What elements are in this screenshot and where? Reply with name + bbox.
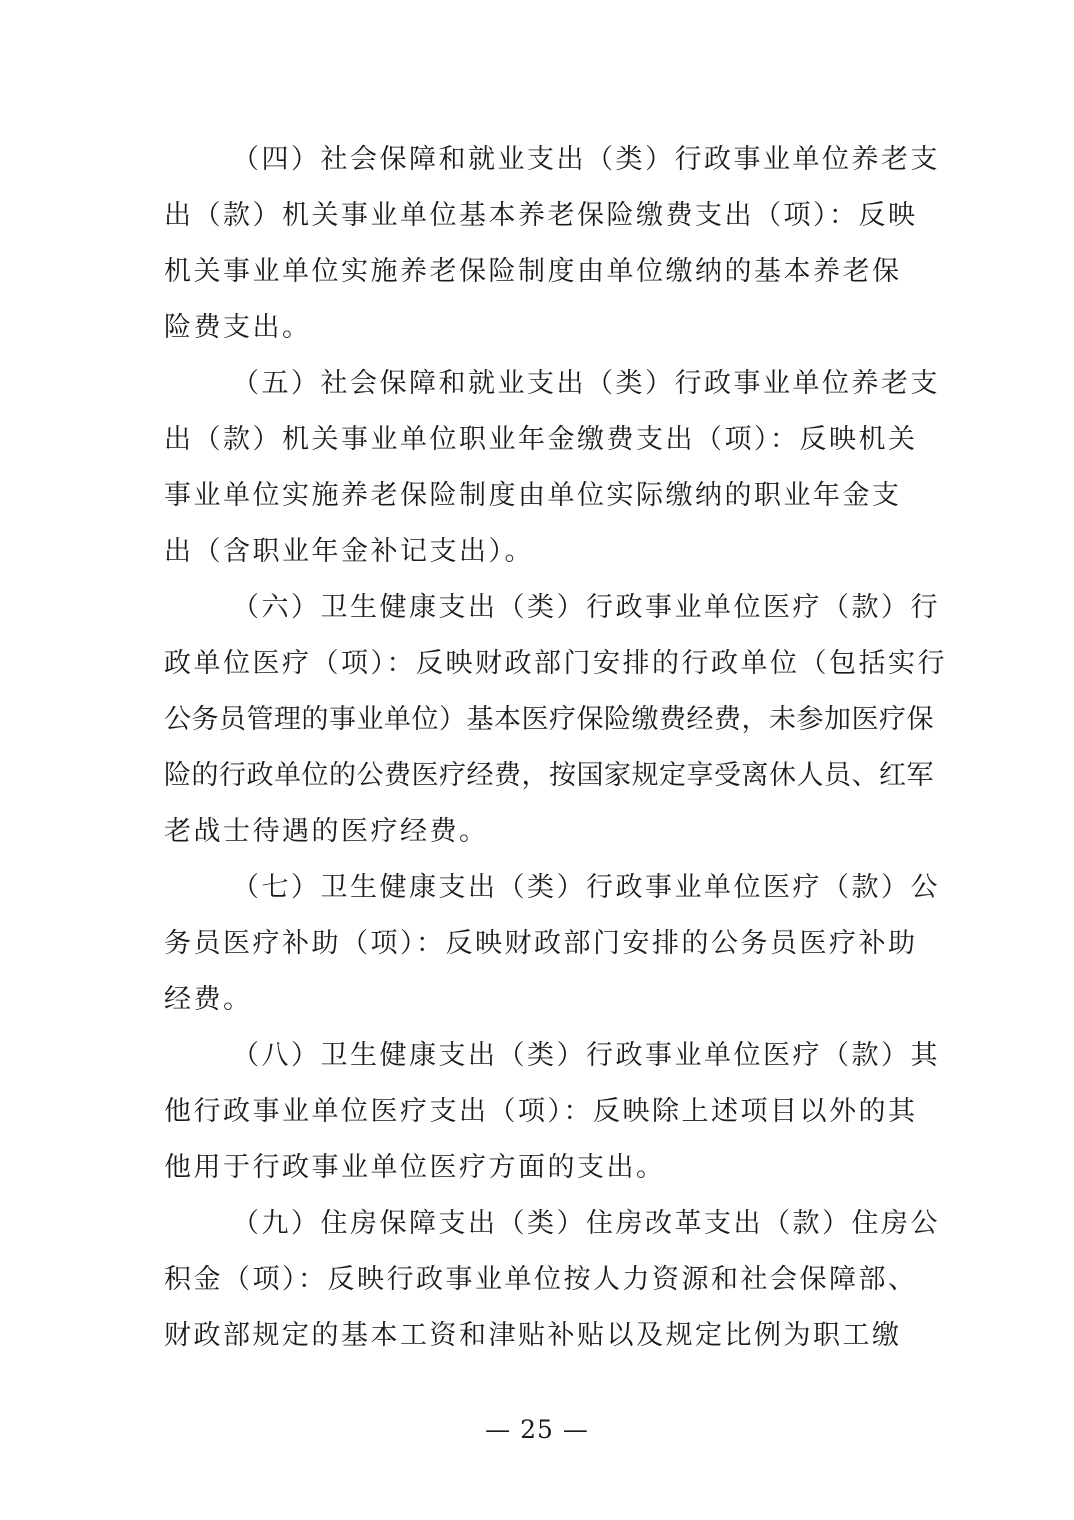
paragraph-6-line-2: 政单位医疗（项）：反映财政部门安排的行政单位（包括实行 [164,648,947,679]
paragraph-8-line-1: （八）卫生健康支出（类）行政事业单位医疗（款）其 [232,1040,940,1071]
paragraph-5-line-4: 出（含职业年金补记支出）。 [164,536,534,567]
paragraph-8-line-3: 他用于行政事业单位医疗方面的支出。 [164,1152,666,1183]
paragraph-7-line-3: 经费。 [164,984,253,1015]
paragraph-4-line-4: 险费支出。 [164,312,312,343]
paragraph-4-line-2: 出（款）机关事业单位基本养老保险缴费支出（项）：反映 [164,200,918,231]
page-number: — 25 — [485,1415,589,1444]
paragraph-9-line-2: 积金（项）：反映行政事业单位按人力资源和社会保障部、 [164,1264,918,1295]
paragraph-4-line-1: （四）社会保障和就业支出（类）行政事业单位养老支 [232,144,940,175]
paragraph-5-line-2: 出（款）机关事业单位职业年金缴费支出（项）：反映机关 [164,424,918,455]
paragraph-5-line-3: 事业单位实施养老保险制度由单位实际缴纳的职业年金支 [164,480,902,511]
paragraph-7-line-1: （七）卫生健康支出（类）行政事业单位医疗（款）公 [232,872,940,903]
paragraph-8-line-2: 他行政事业单位医疗支出（项）：反映除上述项目以外的其 [164,1096,918,1127]
paragraph-5-line-1: （五）社会保障和就业支出（类）行政事业单位养老支 [232,368,940,399]
paragraph-7-line-2: 务员医疗补助（项）：反映财政部门安排的公务员医疗补助 [164,928,918,959]
paragraph-6-line-4: 险的行政单位的公费医疗经费，按国家规定享受离休人员、红军 [164,760,934,791]
paragraph-6-line-3: 公务员管理的事业单位）基本医疗保险缴费经费，未参加医疗保 [164,704,934,735]
paragraph-6-line-5: 老战士待遇的医疗经费。 [164,816,489,847]
paragraph-4-line-3: 机关事业单位实施养老保险制度由单位缴纳的基本养老保 [164,256,902,287]
paragraph-9-line-1: （九）住房保障支出（类）住房改革支出（款）住房公 [232,1208,940,1239]
paragraph-6-line-1: （六）卫生健康支出（类）行政事业单位医疗（款）行 [232,592,940,623]
paragraph-9-line-3: 财政部规定的基本工资和津贴补贴以及规定比例为职工缴 [164,1320,902,1351]
